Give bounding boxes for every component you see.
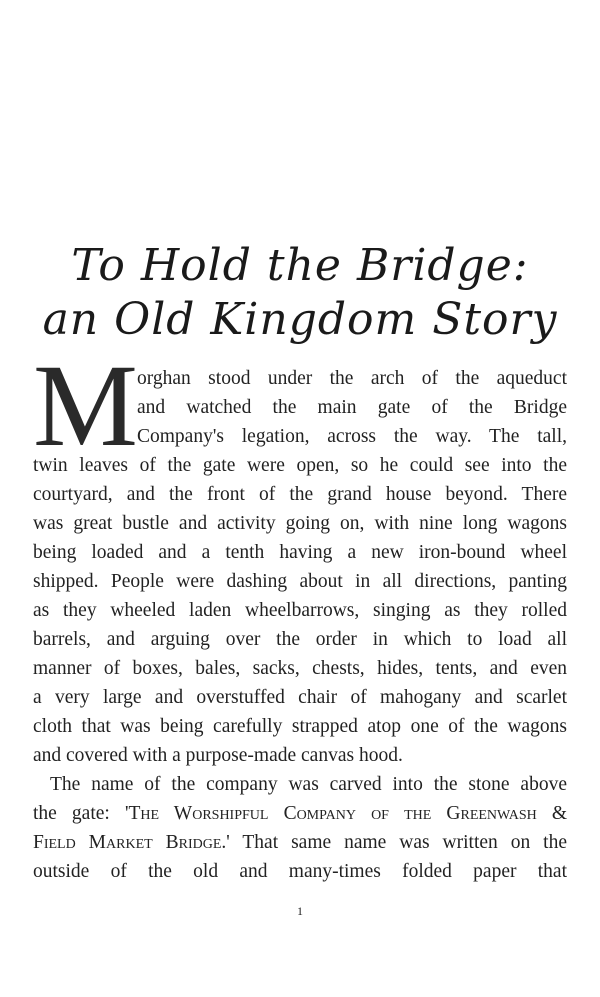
drop-cap: M xyxy=(33,340,138,471)
text-fragment: the gate: ' xyxy=(33,803,129,824)
text-line: shipped. People were dashing about in all directions, panting xyxy=(33,571,567,592)
text-line xyxy=(33,799,567,828)
small-caps-company-name: The Worshipful Company of the Greenwash & xyxy=(128,803,567,824)
story-body xyxy=(33,364,567,886)
text-line: was great bustle and activity going on, with nine long wagons xyxy=(33,513,567,534)
text-line: as they wheeled laden wheelbarrows, singing as they rolled xyxy=(33,600,567,621)
text-line: a very large and overstuffed chair of mahogany and scarlet xyxy=(33,687,567,708)
text-line: cloth that was being carefully strapped atop one of the wagons xyxy=(33,716,567,737)
text-line xyxy=(33,828,567,857)
text-line: Company's legation, across the way. The tall, xyxy=(137,426,567,447)
page-number: 1 xyxy=(297,904,303,918)
small-caps-company-name: Field Market Bridge xyxy=(33,832,222,853)
paragraph-2 xyxy=(33,770,567,886)
text-line: and covered with a purpose-made canvas hood. xyxy=(33,745,403,766)
text-line: outside of the old and many-times folded paper that xyxy=(33,861,567,882)
text-line: barrels, and arguing over the order in which to load all xyxy=(33,629,567,650)
text-line: and watched the main gate of the Bridge xyxy=(137,397,567,418)
paragraph-1-dropcap-lines xyxy=(33,364,567,451)
text-line: courtyard, and the front of the grand house beyond. There xyxy=(33,484,567,505)
text-line: The name of the company was carved into the stone above xyxy=(50,774,567,795)
text-line: twin leaves of the gate were open, so he could see into the xyxy=(33,455,567,476)
text-line: manner of boxes, bales, sacks, chests, hides, tents, and even xyxy=(33,658,567,679)
text-fragment: .' That same name was written on the xyxy=(221,832,567,853)
story-title-line-2: an Old Kingdom Story xyxy=(42,294,558,345)
text-line: orghan stood under the arch of the aqueduct xyxy=(137,368,567,389)
story-title-line-1: To Hold the Bridge: xyxy=(71,240,529,291)
text-line: being loaded and a tenth having a new iron-bound wheel xyxy=(33,542,567,563)
